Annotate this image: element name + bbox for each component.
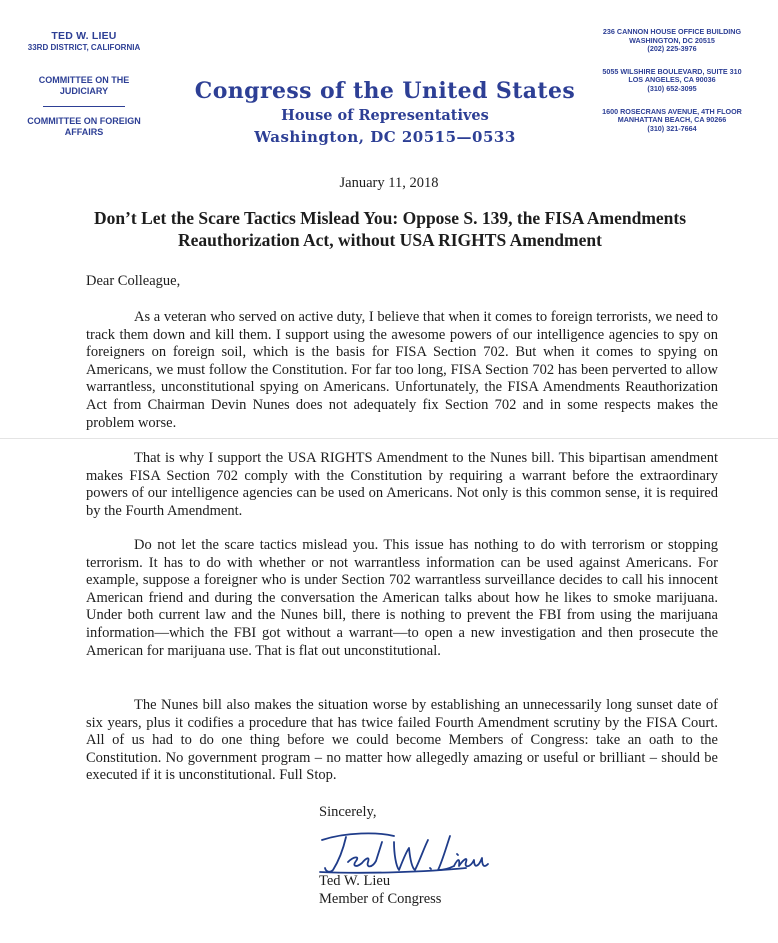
- scan-artifact-line: [0, 438, 778, 439]
- committee-judiciary: COMMITTEE ON THE JUDICIARY: [38, 75, 130, 96]
- committee-foreign-affairs: COMMITTEE ON FOREIGN AFFAIRS: [27, 116, 141, 137]
- member-district: 33RD DISTRICT, CALIFORNIA: [27, 43, 141, 52]
- office-phone: (202) 225-3976: [647, 44, 697, 54]
- office-address: 5055 WILSHIRE BOULEVARD, SUITE 310: [602, 66, 742, 76]
- congress-heading: Congress of the United States: [194, 78, 576, 104]
- office-address: 236 CANNON HOUSE OFFICE BUILDING: [602, 27, 742, 36]
- signer-title: Member of Congress: [319, 891, 442, 907]
- office-city: WASHINGTON, DC 20515: [629, 35, 715, 45]
- committee-divider: [43, 106, 125, 107]
- member-name: TED W. LIEU: [51, 30, 117, 42]
- letter-date: January 11, 2018: [339, 175, 439, 191]
- letterhead-offices: [586, 28, 758, 147]
- letterhead-left: [14, 30, 154, 137]
- body-paragraph-3: Do not let the scare tactics mislead you. This issue has nothing to do with terrorism or stopping terrorism. It has to do with whether or not warrantless information can be used against Americans. For example, suppose a foreigner who is under Section 702 warrantless surveillance decides to call his innocent American friend and during the conversation the American talks about how he likes to smoke marijuana. Under both current law and the Nunes bill, there is nothing to prevent the FBI from using the marijuana information—which the FBI got without a warrant—to open a new investigation and then prosecute the American for marijuana use. That is flat out unconstitutional.: [86, 537, 718, 659]
- signature-image: [316, 828, 490, 876]
- office-manhattan-beach: [586, 108, 758, 134]
- office-phone: (310) 652-3095: [647, 83, 697, 93]
- letter-title: Don’t Let the Scare Tactics Mislead You: Oppose S. 139, the FISA Amendments Reauthorization Act, without USA RIGHTS Amendment: [93, 208, 687, 250]
- office-phone: (310) 321-7664: [647, 123, 697, 133]
- body-paragraph-4: The Nunes bill also makes the situation worse by establishing an unnecessarily long sunset date of six years, plus it codifies a procedure that has twice failed Fourth Amendment scrutiny by the FISA Court. All of us had to do one thing before we could become Members of Congress: take an oath to the Constitution. No government program – no matter how allegedly amazing or useful or brilliant – should be executed if it is unconstitutional. Full Stop.: [86, 697, 718, 784]
- body-paragraph-1: As a veteran who served on active duty, I believe that when it comes to foreign terrorists, we need to track them down and kill them. I support using the awesome powers of our intelligence agencies to spy on foreigners on foreign soil, which is the basis for FISA Section 702. But when it comes to spying on Americans, we must follow the Constitution. For far too long, FISA Section 702 has been perverted to allow warrantless, unconstitutional spying on Americans. Unfortunately, the FISA Amendments Reauthorization Act from Chairman Devin Nunes does not adequately fix Section 702 and in some respects makes the problem worse.: [86, 309, 718, 431]
- signer-name: Ted W. Lieu: [319, 873, 391, 889]
- letterhead-center: [190, 78, 580, 146]
- salutation: Dear Colleague,: [86, 273, 181, 289]
- house-heading: House of Representatives: [281, 107, 489, 124]
- city-zip-heading: Washington, DC 20515—0533: [254, 128, 516, 146]
- body-paragraph-2: That is why I support the USA RIGHTS Amendment to the Nunes bill. This bipartisan amendment makes FISA Section 702 comply with the Constitution by requiring a warrant before the extraordinary powers of our intelligence agencies can be used on Americans. Not only is this common sense, it is required by the Fourth Amendment.: [86, 450, 718, 519]
- office-address: 1600 ROSECRANS AVENUE, 4TH FLOOR: [602, 106, 742, 116]
- office-city: LOS ANGELES, CA 90036: [628, 75, 716, 85]
- closing: Sincerely,: [319, 804, 377, 820]
- office-los-angeles: [586, 68, 758, 94]
- office-dc: [586, 28, 758, 54]
- office-city: MANHATTAN BEACH, CA 90266: [617, 115, 727, 125]
